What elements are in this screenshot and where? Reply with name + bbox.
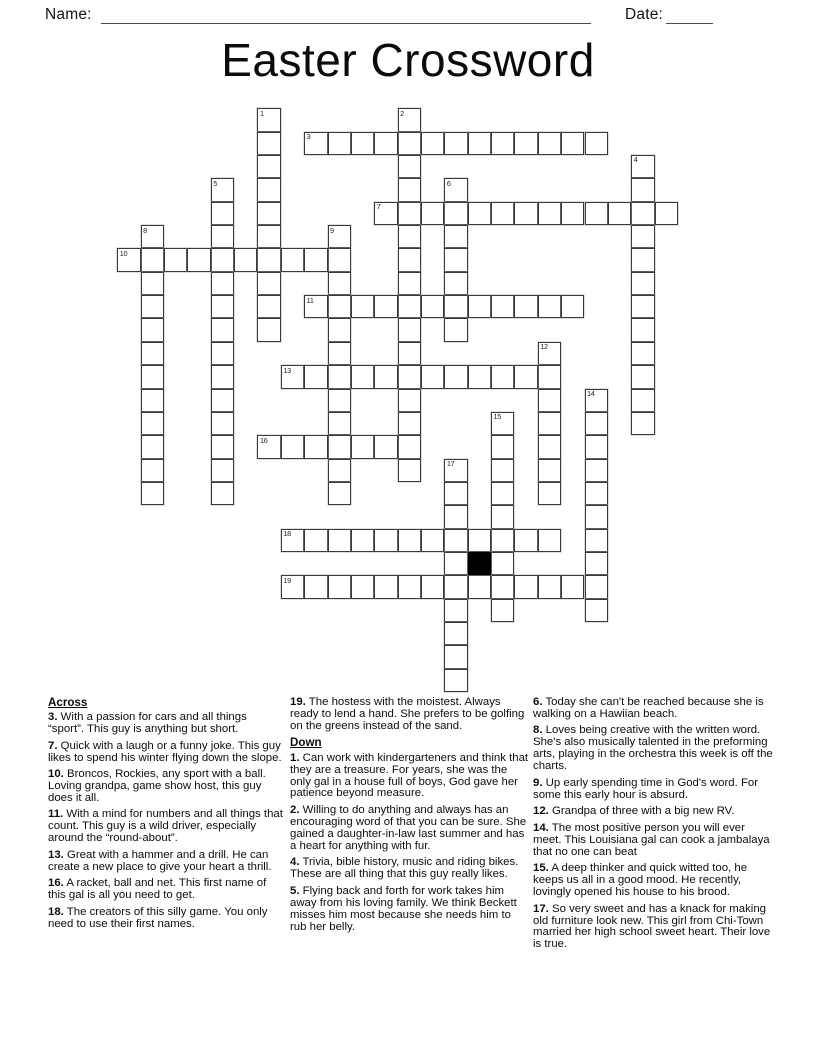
grid-cell[interactable] (257, 295, 280, 318)
grid-cell[interactable] (211, 295, 234, 318)
grid-cell[interactable] (585, 389, 608, 412)
grid-cell-number: 19 (283, 575, 291, 585)
grid-cell[interactable] (374, 435, 397, 458)
grid-cell[interactable] (444, 225, 467, 248)
grid-cell[interactable] (631, 412, 654, 435)
grid-cell[interactable] (421, 132, 444, 155)
grid-cell[interactable] (538, 202, 561, 225)
grid-cell[interactable] (351, 529, 374, 552)
grid-cell[interactable] (234, 248, 257, 271)
grid-cell[interactable] (398, 108, 421, 131)
clue-column (48, 697, 285, 935)
grid-cell-number: 17 (446, 459, 455, 469)
clue-text: The most positive person you will ever meet. This Louisiana gal can cook a jambalaya that no one can beat (533, 821, 770, 858)
grid-cell[interactable] (444, 645, 467, 668)
grid-cell[interactable] (328, 389, 351, 412)
grid-cell[interactable] (585, 575, 608, 598)
grid-cell[interactable] (328, 482, 351, 505)
clue-number: 16. (48, 877, 64, 890)
clue-item (48, 850, 285, 874)
grid-cell[interactable] (468, 132, 491, 155)
clue-text: The hostess with the moistest. Always ready to lend a hand. She prefers to be golfing on the greens instead of the sand. (290, 696, 525, 732)
grid-cell[interactable] (538, 482, 561, 505)
clue-number: 14. (533, 821, 549, 834)
grid-cell[interactable] (141, 318, 164, 341)
grid-cell[interactable] (328, 295, 351, 318)
clue-number: 8. (533, 724, 543, 737)
grid-cell[interactable] (491, 505, 514, 528)
clue-text: Quick with a laugh or a funny joke. This guy likes to spend his winter flying down the slope. (48, 739, 282, 764)
clue-text: Can work with kindergarteners and think that they are a treasure. For years, she was the only gal in a house full of boys, God gave her patience beyond measure. (290, 751, 529, 800)
grid-cell[interactable] (468, 365, 491, 388)
grid-cell[interactable] (421, 529, 444, 552)
clue-text: With a passion for cars and all things “sport”. This guy is anything but short. (48, 711, 247, 736)
grid-cell[interactable] (304, 529, 327, 552)
grid-cell[interactable] (398, 365, 421, 388)
grid-cell[interactable] (141, 412, 164, 435)
grid-cell[interactable] (257, 248, 280, 271)
grid-cell[interactable] (631, 389, 654, 412)
grid-cell[interactable] (491, 552, 514, 575)
grid-cell[interactable] (398, 435, 421, 458)
grid-cell[interactable] (211, 272, 234, 295)
clue-text: Up early spending time in God's word. For some this early hour is absurd. (533, 776, 759, 801)
clue-number: 2. (290, 803, 300, 816)
grid-cell[interactable] (257, 108, 280, 131)
grid-cell[interactable] (211, 202, 234, 225)
clue-number: 7. (48, 739, 58, 752)
grid-cell[interactable] (257, 202, 280, 225)
grid-cell[interactable] (444, 622, 467, 645)
grid-cell[interactable] (374, 295, 397, 318)
grid-cell[interactable] (444, 575, 467, 598)
grid-cell[interactable] (631, 295, 654, 318)
grid-cell-number: 9 (330, 225, 334, 235)
grid-cell[interactable] (421, 575, 444, 598)
clue-text: A racket, ball and net. This first name of this gal is all you need to get. (48, 877, 267, 902)
grid-cell[interactable] (304, 575, 327, 598)
grid-cell-number: 12 (540, 342, 548, 352)
grid-cell[interactable] (468, 202, 491, 225)
grid-cell[interactable] (211, 412, 234, 435)
date-label: Date: (625, 6, 664, 23)
grid-cell[interactable] (398, 248, 421, 271)
grid-cell-number: 11 (306, 295, 314, 305)
grid-cell[interactable] (421, 202, 444, 225)
grid-cell[interactable] (514, 365, 537, 388)
clue-text: Loves being creative with the written word. She's also musically talented in the preforming arts, playing in the orchestra this week is off the charts. (533, 724, 773, 773)
grid-cell[interactable] (561, 575, 584, 598)
grid-cell[interactable] (538, 295, 561, 318)
grid-cell[interactable] (538, 575, 561, 598)
grid-cell[interactable] (141, 435, 164, 458)
grid-cell[interactable] (281, 435, 304, 458)
grid-cell[interactable] (398, 295, 421, 318)
grid-cell[interactable] (561, 132, 584, 155)
clue-text: Today she can't be reached because she is walking on a Hawiian beach. (533, 696, 764, 720)
grid-cell[interactable] (398, 155, 421, 178)
grid-cell[interactable] (374, 575, 397, 598)
grid-cell[interactable] (304, 132, 327, 155)
clue-number: 19. (290, 696, 306, 708)
grid-cell[interactable] (491, 295, 514, 318)
clue-number: 13. (48, 848, 64, 861)
clue-item (533, 778, 773, 802)
clue-item (533, 823, 773, 859)
grid-cell[interactable] (257, 178, 280, 201)
grid-cell[interactable] (561, 295, 584, 318)
grid-cell[interactable] (444, 669, 467, 692)
clue-text: The creators of this silly game. You only need to use their first names. (48, 905, 268, 930)
grid-cell[interactable] (211, 482, 234, 505)
name-label: Name: (45, 6, 92, 23)
clue-item (48, 741, 285, 765)
clue-item (290, 697, 530, 733)
clue-text: Great with a hammer and a drill. He can create a new place to give your heart a thrill. (48, 848, 272, 873)
grid-cell[interactable] (468, 295, 491, 318)
grid-cell[interactable] (211, 342, 234, 365)
grid-cell[interactable] (491, 599, 514, 622)
grid-cell[interactable] (328, 575, 351, 598)
grid-cell[interactable] (328, 248, 351, 271)
grid-cell[interactable] (141, 365, 164, 388)
grid-cell[interactable] (631, 342, 654, 365)
clue-item (48, 878, 285, 902)
grid-cell[interactable] (374, 365, 397, 388)
grid-cell[interactable] (585, 505, 608, 528)
grid-cell[interactable] (398, 178, 421, 201)
grid-cell[interactable] (257, 225, 280, 248)
grid-cell[interactable] (538, 529, 561, 552)
grid-cell[interactable] (398, 459, 421, 482)
grid-cell[interactable] (328, 435, 351, 458)
grid-cell-number: 4 (633, 155, 638, 165)
grid-cell[interactable] (304, 365, 327, 388)
grid-cell[interactable] (281, 529, 304, 552)
grid-cell-number: 8 (143, 225, 147, 235)
grid-cell[interactable] (351, 435, 374, 458)
grid-cell[interactable] (444, 599, 467, 622)
grid-cell[interactable] (444, 178, 467, 201)
grid-cell[interactable] (211, 225, 234, 248)
grid-cell[interactable] (538, 412, 561, 435)
grid-cell[interactable] (374, 132, 397, 155)
clue-number: 11. (48, 808, 64, 821)
grid-cell[interactable] (538, 365, 561, 388)
clue-number: 5. (290, 884, 300, 897)
clue-number: 15. (533, 862, 549, 875)
grid-cell[interactable] (585, 459, 608, 482)
clue-item (533, 806, 773, 818)
grid-cell[interactable] (421, 365, 444, 388)
clue-number: 18. (48, 905, 64, 918)
clue-text: Flying back and forth for work takes him away from his loving family. We think Beckett misses him most because she needs him to rub her belly. (290, 884, 517, 933)
grid-cell[interactable] (468, 575, 491, 598)
grid-cell[interactable] (585, 412, 608, 435)
grid-cell[interactable] (304, 435, 327, 458)
grid-cell[interactable] (631, 155, 654, 178)
grid-cell[interactable] (117, 248, 140, 271)
grid-cell[interactable] (538, 459, 561, 482)
grid-cell[interactable] (398, 389, 421, 412)
grid-cell[interactable] (585, 529, 608, 552)
clue-text: Trivia, bible history, music and riding bikes. These are all thing that this guy really likes. (290, 856, 519, 881)
grid-cell[interactable] (491, 132, 514, 155)
grid-cell[interactable] (631, 225, 654, 248)
clue-text: With a mind for numbers and all things that count. This guy is a wild driver, especially around the “round-about”. (48, 808, 283, 845)
grid-cell[interactable] (141, 482, 164, 505)
grid-cell[interactable] (328, 412, 351, 435)
grid-cell[interactable] (211, 365, 234, 388)
grid-cell[interactable] (141, 389, 164, 412)
grid-cell[interactable] (444, 529, 467, 552)
grid-cell[interactable] (211, 435, 234, 458)
grid-cell[interactable] (398, 132, 421, 155)
grid-cell[interactable] (585, 552, 608, 575)
grid-cell[interactable] (444, 459, 467, 482)
grid-cell[interactable] (141, 272, 164, 295)
grid-cell[interactable] (304, 295, 327, 318)
grid-cell[interactable] (491, 365, 514, 388)
grid-cell[interactable] (211, 389, 234, 412)
clue-number: 6. (533, 696, 543, 708)
grid-cell[interactable] (444, 272, 467, 295)
clue-item (290, 857, 530, 881)
clue-item (48, 769, 285, 805)
clue-number: 10. (48, 768, 64, 781)
clue-item (533, 904, 773, 952)
grid-cell[interactable] (211, 459, 234, 482)
grid-cell[interactable] (328, 365, 351, 388)
grid-cell[interactable] (141, 342, 164, 365)
grid-cell[interactable] (444, 552, 467, 575)
clue-item (533, 697, 773, 721)
grid-cell[interactable] (257, 435, 280, 458)
clue-text: A deep thinker and quick witted too, he keeps us all in a good mood. He recently, lovingly opened his house to his brood. (533, 862, 748, 899)
grid-cell-number: 3 (306, 132, 311, 142)
grid-cell-number: 13 (283, 365, 291, 375)
grid-cell[interactable] (374, 529, 397, 552)
grid-cell[interactable] (514, 132, 537, 155)
down-header: Down (290, 736, 322, 750)
grid-cell-number: 1 (259, 108, 264, 118)
grid-cell[interactable] (631, 202, 654, 225)
grid-cell[interactable] (468, 529, 491, 552)
grid-cell[interactable] (538, 389, 561, 412)
grid-cell[interactable] (444, 482, 467, 505)
grid-cell[interactable] (141, 295, 164, 318)
grid-cell[interactable] (514, 575, 537, 598)
black-cell (468, 552, 491, 575)
grid-cell[interactable] (444, 248, 467, 271)
grid-cell[interactable] (631, 365, 654, 388)
clue-number: 3. (48, 711, 58, 724)
grid-cell[interactable] (631, 272, 654, 295)
grid-cell[interactable] (491, 482, 514, 505)
grid-cell[interactable] (561, 202, 584, 225)
grid-cell-number: 5 (213, 178, 217, 188)
date-input-line[interactable] (666, 8, 713, 24)
grid-cell[interactable] (444, 132, 467, 155)
grid-cell-number: 2 (400, 108, 404, 118)
grid-cell[interactable] (538, 435, 561, 458)
clue-text: So very sweet and has a knack for making old furniture look new. This girl from Chi-Town married her high school sweet heart. Their love is true. (533, 902, 771, 951)
grid-cell[interactable] (655, 202, 678, 225)
grid-cell[interactable] (141, 248, 164, 271)
clue-text: Broncos, Rockies, any sport with a ball. Loving grandpa, game show host, this guy does it all. (48, 768, 266, 804)
grid-cell[interactable] (631, 248, 654, 271)
grid-cell-number: 16 (259, 435, 268, 445)
grid-cell[interactable] (444, 505, 467, 528)
grid-cell[interactable] (398, 529, 421, 552)
grid-cell[interactable] (514, 202, 537, 225)
grid-cell[interactable] (398, 202, 421, 225)
grid-cell[interactable] (491, 435, 514, 458)
grid-cell[interactable] (328, 529, 351, 552)
grid-cell[interactable] (257, 272, 280, 295)
grid-cell[interactable] (164, 248, 187, 271)
grid-cell[interactable] (211, 178, 234, 201)
grid-cell[interactable] (257, 132, 280, 155)
clue-number: 4. (290, 856, 300, 869)
grid-cell[interactable] (281, 365, 304, 388)
clue-item (48, 712, 285, 736)
grid-cell[interactable] (281, 575, 304, 598)
clue-item (290, 805, 530, 853)
grid-cell[interactable] (328, 225, 351, 248)
clue-text: Willing to do anything and always has an encouraging word of that you can be sure. She gained a daughter-in-law last summer and has a heart for anything with fur. (290, 803, 527, 852)
grid-cell[interactable] (374, 202, 397, 225)
grid-cell[interactable] (328, 318, 351, 341)
grid-cell[interactable] (257, 155, 280, 178)
clue-item (533, 725, 773, 773)
grid-cell[interactable] (211, 318, 234, 341)
grid-cell-number: 18 (283, 529, 291, 539)
grid-cell[interactable] (211, 248, 234, 271)
grid-cell[interactable] (491, 412, 514, 435)
grid-cell[interactable] (398, 412, 421, 435)
across-header: Across (48, 696, 88, 709)
grid-cell[interactable] (328, 459, 351, 482)
name-input-line[interactable] (101, 8, 591, 24)
clue-column (533, 697, 773, 956)
grid-cell[interactable] (444, 202, 467, 225)
grid-cell[interactable] (328, 132, 351, 155)
grid-cell[interactable] (491, 575, 514, 598)
grid-cell[interactable] (538, 342, 561, 365)
grid-cell[interactable] (538, 132, 561, 155)
grid-cell-number: 14 (587, 389, 595, 399)
grid-cell-number: 6 (446, 178, 451, 188)
grid-cell[interactable] (141, 459, 164, 482)
grid-cell[interactable] (491, 459, 514, 482)
page-title: Easter Crossword (221, 34, 595, 86)
grid-cell-number: 10 (119, 248, 128, 258)
grid-cell[interactable] (585, 132, 608, 155)
grid-cell[interactable] (444, 295, 467, 318)
clue-item (533, 863, 773, 899)
grid-cell[interactable] (351, 365, 374, 388)
grid-cell[interactable] (398, 272, 421, 295)
clue-item (290, 753, 530, 801)
grid-cell[interactable] (257, 318, 280, 341)
grid-cell[interactable] (141, 225, 164, 248)
grid-cell[interactable] (328, 272, 351, 295)
grid-cell[interactable] (351, 575, 374, 598)
grid-cell[interactable] (444, 365, 467, 388)
grid-cell[interactable] (585, 202, 608, 225)
grid-cell[interactable] (351, 132, 374, 155)
grid-cell[interactable] (304, 248, 327, 271)
grid-cell[interactable] (585, 599, 608, 622)
grid-cell[interactable] (514, 529, 537, 552)
grid-cell[interactable] (398, 318, 421, 341)
grid-cell[interactable] (585, 482, 608, 505)
grid-cell[interactable] (444, 318, 467, 341)
clue-item (290, 886, 530, 934)
grid-cell[interactable] (631, 178, 654, 201)
clue-column (290, 697, 530, 938)
clue-text: Grandpa of three with a big new RV. (548, 805, 735, 818)
grid-cell[interactable] (187, 248, 210, 271)
clue-number: 12. (533, 805, 549, 818)
grid-cell[interactable] (398, 225, 421, 248)
grid-cell[interactable] (281, 248, 304, 271)
grid-cell[interactable] (328, 342, 351, 365)
grid-cell[interactable] (491, 202, 514, 225)
grid-cell[interactable] (398, 342, 421, 365)
grid-cell[interactable] (608, 202, 631, 225)
grid-cell[interactable] (421, 295, 444, 318)
grid-cell[interactable] (398, 575, 421, 598)
grid-cell-number: 7 (376, 202, 381, 212)
grid-cell[interactable] (631, 318, 654, 341)
clue-item (48, 907, 285, 931)
grid-cell[interactable] (514, 295, 537, 318)
clue-number: 17. (533, 902, 549, 915)
grid-cell[interactable] (585, 435, 608, 458)
grid-cell[interactable] (491, 529, 514, 552)
clue-item (48, 809, 285, 845)
grid-cell-number: 15 (493, 412, 502, 422)
clue-number: 9. (533, 776, 543, 789)
clue-number: 1. (290, 751, 300, 764)
grid-cell[interactable] (351, 295, 374, 318)
